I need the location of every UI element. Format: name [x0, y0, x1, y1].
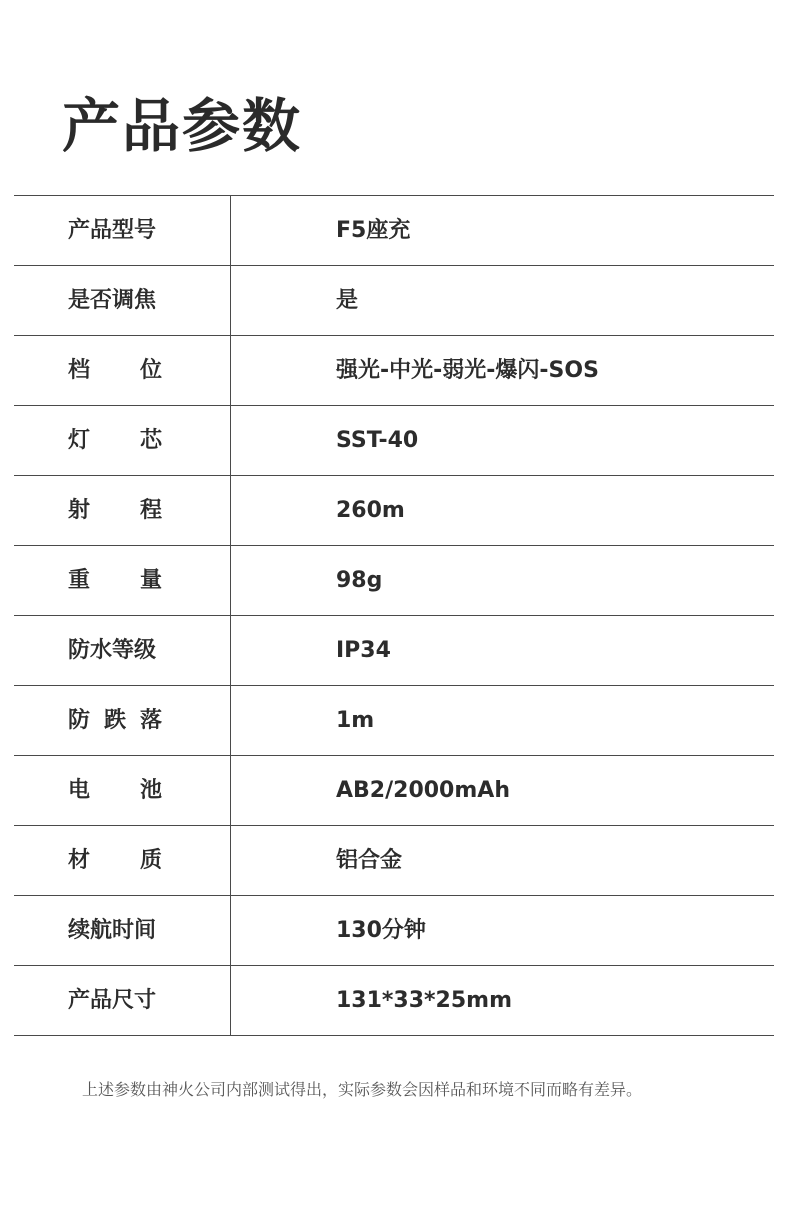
- spec-label-char: 档: [68, 358, 91, 383]
- spec-row-waterproof: [14, 616, 774, 686]
- column-divider: [230, 336, 231, 405]
- spec-label: [68, 686, 162, 755]
- spec-label: [68, 826, 162, 895]
- spec-row-modes: [14, 336, 774, 406]
- spec-value: 强光-中光-弱光-爆闪-SOS: [336, 358, 599, 383]
- column-divider: [230, 476, 231, 545]
- spec-label-char: 电: [68, 778, 91, 803]
- spec-label-char: 质: [139, 848, 162, 873]
- spec-value: 是: [336, 288, 359, 313]
- spec-label-char: 落: [139, 708, 162, 733]
- column-divider: [230, 616, 231, 685]
- spec-label: 防水等级: [68, 638, 157, 663]
- spec-label-char: 量: [139, 568, 162, 593]
- spec-row-focus: [14, 266, 774, 336]
- spec-value: 131*33*25mm: [336, 988, 513, 1013]
- spec-row-material: [14, 826, 774, 896]
- spec-label-char: 程: [139, 498, 162, 523]
- spec-value: SST-40: [336, 428, 419, 453]
- spec-value: 铝合金: [336, 848, 403, 873]
- spec-label-char: 池: [139, 778, 162, 803]
- spec-label: 续航时间: [68, 918, 157, 943]
- page-title: 产品参数: [62, 92, 303, 160]
- spec-label: 是否调焦: [68, 288, 157, 313]
- spec-value: 260m: [336, 498, 405, 523]
- column-divider: [230, 826, 231, 895]
- spec-row-runtime: [14, 896, 774, 966]
- footnote: 上述参数由神火公司内部测试得出，实际参数会因样品和环境不同而略有差异。: [82, 1080, 643, 1099]
- spec-label: 产品型号: [68, 218, 157, 243]
- column-divider: [230, 686, 231, 755]
- spec-value: AB2/2000mAh: [336, 778, 510, 803]
- spec-value: IP34: [336, 638, 391, 663]
- spec-row-size: [14, 966, 774, 1036]
- spec-row-weight: [14, 546, 774, 616]
- column-divider: [230, 756, 231, 825]
- spec-table: [14, 195, 774, 1036]
- spec-label: [68, 336, 162, 405]
- spec-row-battery: [14, 756, 774, 826]
- spec-label: [68, 756, 162, 825]
- column-divider: [230, 966, 231, 1035]
- spec-value: 130分钟: [336, 918, 426, 943]
- column-divider: [230, 896, 231, 965]
- spec-value: 1m: [336, 708, 375, 733]
- spec-label-char: 材: [68, 848, 91, 873]
- spec-label: [68, 406, 162, 475]
- spec-label: [68, 546, 162, 615]
- column-divider: [230, 406, 231, 475]
- spec-value: F5座充: [336, 218, 411, 243]
- spec-row-model: [14, 196, 774, 266]
- spec-row-led: [14, 406, 774, 476]
- spec-label-char: 防: [68, 708, 91, 733]
- spec-row-range: [14, 476, 774, 546]
- spec-label-char: 跌: [103, 708, 126, 733]
- spec-label-char: 灯: [68, 428, 91, 453]
- column-divider: [230, 196, 231, 265]
- spec-value: 98g: [336, 568, 383, 593]
- spec-label: 产品尺寸: [68, 988, 157, 1013]
- spec-label: [68, 476, 162, 545]
- column-divider: [230, 266, 231, 335]
- spec-label-char: 射: [68, 498, 91, 523]
- spec-label-char: 重: [68, 568, 91, 593]
- spec-label-char: 芯: [139, 428, 162, 453]
- spec-label-char: 位: [139, 358, 162, 383]
- column-divider: [230, 546, 231, 615]
- spec-row-drop: [14, 686, 774, 756]
